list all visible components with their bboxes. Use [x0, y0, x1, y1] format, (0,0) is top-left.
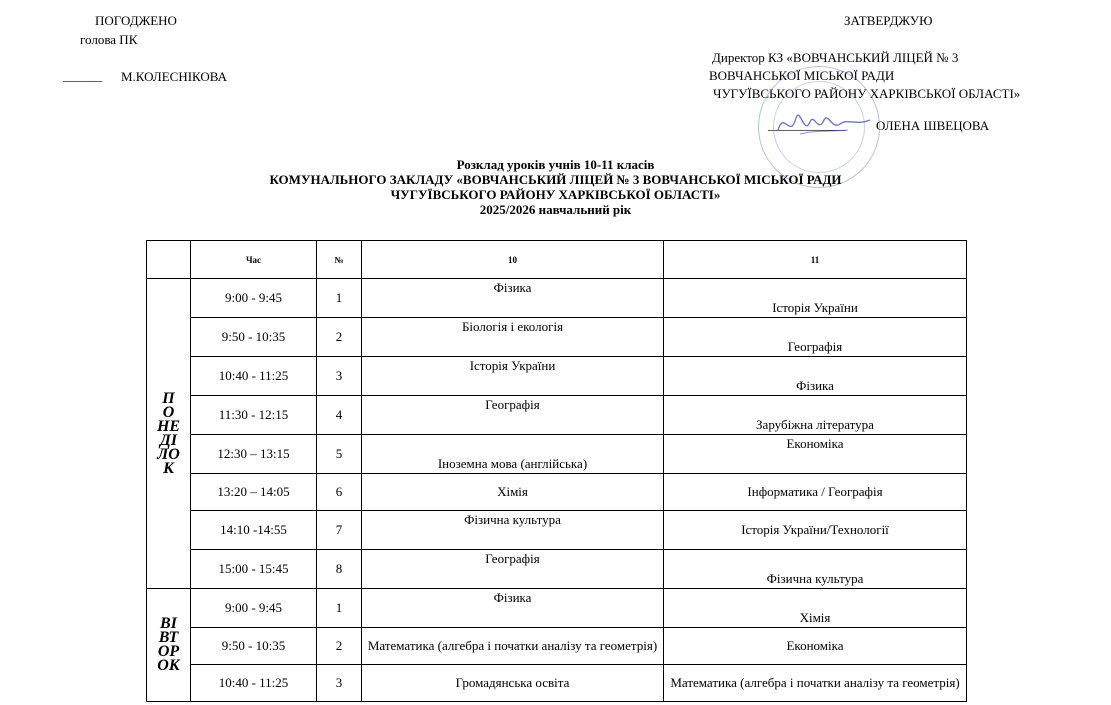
lesson-class-11: Географія	[664, 318, 967, 357]
lesson-number: 3	[317, 665, 362, 702]
lesson-class-10: Хімія	[362, 474, 664, 511]
agreed-heading: ПОГОДЖЕНО	[95, 13, 177, 28]
header-class-10: 10	[362, 241, 664, 279]
lesson-class-11: Фізика	[664, 357, 967, 396]
approved-role-line-2: ВОВЧАНСЬКОЇ МІСЬКОЇ РАДИ	[709, 68, 895, 83]
table-row	[147, 628, 967, 665]
lesson-number: 7	[317, 511, 362, 550]
header-day	[147, 241, 191, 279]
header-number: №	[317, 241, 362, 279]
approved-heading: ЗАТВЕРДЖУЮ	[844, 13, 933, 28]
lesson-number: 8	[317, 550, 362, 589]
table-header-row	[147, 241, 967, 279]
lesson-time: 11:30 - 12:15	[191, 396, 317, 435]
day-label-part: ЛО	[157, 445, 180, 463]
lesson-time: 9:50 - 10:35	[191, 628, 317, 665]
lesson-time: 9:00 - 9:45	[191, 279, 317, 318]
schedule-table	[146, 240, 967, 702]
lesson-number: 6	[317, 474, 362, 511]
lesson-time: 13:20 – 14:05	[191, 474, 317, 511]
table-row	[147, 279, 967, 318]
lesson-time: 15:00 - 15:45	[191, 550, 317, 589]
lesson-number: 1	[317, 589, 362, 628]
agreed-role: голова ПК	[80, 32, 138, 47]
lesson-class-11: Хімія	[664, 589, 967, 628]
lesson-number: 4	[317, 396, 362, 435]
academic-year: 2025/2026 навчальний рік	[479, 202, 632, 217]
school-name-line-2: ЧУГУЇВСЬКОГО РАЙОНУ ХАРКІВСЬКОЇ ОБЛАСТІ»	[390, 187, 721, 202]
table-row	[147, 589, 967, 628]
lesson-time: 9:00 - 9:45	[191, 589, 317, 628]
approved-role-line-3: ЧУГУЇВСЬКОГО РАЙОНУ ХАРКІВСЬКОЇ ОБЛАСТІ»	[713, 86, 1021, 101]
lesson-number: 5	[317, 435, 362, 474]
day-label-part: ДІ	[159, 431, 178, 449]
lesson-time: 12:30 – 13:15	[191, 435, 317, 474]
lesson-class-11: Зарубіжна література	[664, 396, 967, 435]
day-label-part: ОК	[157, 657, 180, 674]
lesson-class-10: Фізика	[362, 589, 664, 628]
lesson-time: 10:40 - 11:25	[191, 357, 317, 396]
lesson-number: 3	[317, 357, 362, 396]
day-label-part: ВІ	[160, 615, 177, 632]
lesson-time: 9:50 - 10:35	[191, 318, 317, 357]
day-monday	[147, 279, 191, 589]
day-label-part: К	[163, 459, 174, 477]
day-label-part: О	[162, 403, 175, 421]
lesson-class-11: Історія України/Технології	[664, 511, 967, 550]
lesson-class-11: Економіка	[664, 628, 967, 665]
day-label-part: ВТ	[158, 629, 179, 646]
lesson-class-11: Історія України	[664, 279, 967, 318]
lesson-number: 1	[317, 279, 362, 318]
lesson-time: 14:10 -14:55	[191, 511, 317, 550]
lesson-class-10: Історія України	[362, 357, 664, 396]
lesson-class-11: Інформатика / Географія	[664, 474, 967, 511]
lesson-class-10: Громадянська освіта	[362, 665, 664, 702]
day-tuesday	[147, 589, 191, 702]
schedule-title: Розклад уроків учнів 10-11 класів	[456, 157, 655, 172]
header-time: Час	[191, 241, 317, 279]
lesson-class-11: Економіка	[664, 435, 967, 474]
table-row	[147, 511, 967, 550]
day-label-part: П	[162, 389, 175, 407]
table-row	[147, 318, 967, 357]
table-row	[147, 396, 967, 435]
lesson-number: 2	[317, 628, 362, 665]
lesson-class-10: Фізика	[362, 279, 664, 318]
table-row	[147, 357, 967, 396]
approved-name: ОЛЕНА ШВЕЦОВА	[876, 118, 990, 133]
day-label-part: НЕ	[156, 417, 181, 435]
school-name-line-1: КОМУНАЛЬНОГО ЗАКЛАДУ «ВОВЧАНСЬКИЙ ЛІЦЕЙ № 3 ВОВЧАНСЬКОЇ МІСЬКОЇ РАДИ	[269, 172, 842, 187]
lesson-class-10: Географія	[362, 396, 664, 435]
table-row	[147, 474, 967, 511]
lesson-class-10: Іноземна мова (англійська)	[362, 435, 664, 474]
table-row	[147, 435, 967, 474]
director-signature	[770, 100, 880, 150]
lesson-class-10: Біологія і екологія	[362, 318, 664, 357]
lesson-class-10: Математика (алгебра і початки аналізу та геометрія)	[362, 628, 664, 665]
lesson-time: 10:40 - 11:25	[191, 665, 317, 702]
agreed-name: М.КОЛЕСНІКОВА	[121, 69, 228, 84]
approved-sign-line: ____________	[768, 117, 846, 132]
agreed-sign-line: ______	[63, 68, 102, 83]
lesson-class-11: Фізична культура	[664, 550, 967, 589]
lesson-class-10: Географія	[362, 550, 664, 589]
lesson-class-11: Математика (алгебра і початки аналізу та геометрія)	[664, 665, 967, 702]
lesson-class-10: Фізична культура	[362, 511, 664, 550]
header-class-11: 11	[664, 241, 967, 279]
table-row	[147, 550, 967, 589]
day-label-part: ОР	[157, 643, 180, 660]
approved-role-line-1: Директор КЗ «ВОВЧАНСЬКИЙ ЛІЦЕЙ № 3	[712, 50, 959, 65]
table-row	[147, 665, 967, 702]
lesson-number: 2	[317, 318, 362, 357]
